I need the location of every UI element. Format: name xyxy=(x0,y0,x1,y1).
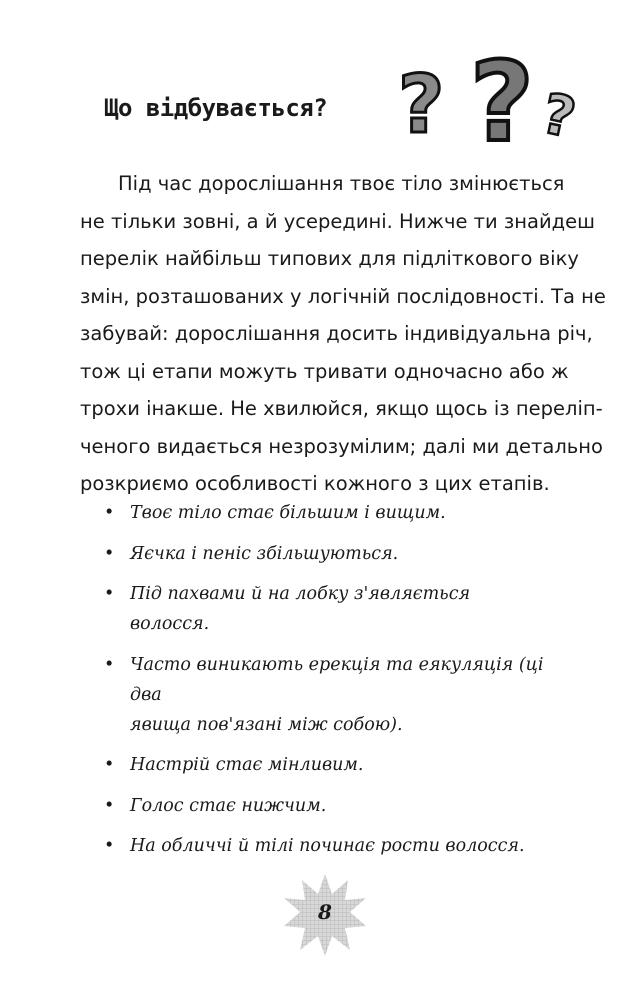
list-item-text: Яєчка і пеніс збільшуються. xyxy=(130,543,399,564)
bullet-icon: • xyxy=(104,503,115,523)
list-item-text: На обличчі й тілі починає рости волосся. xyxy=(130,836,525,856)
intro-paragraph xyxy=(80,165,606,503)
list-item-text: Часто виникають ерекція та еякуляція (ці два xyxy=(130,654,544,705)
bullet-icon: • xyxy=(104,543,115,564)
changes-list xyxy=(104,498,544,872)
question-mark-icon: ? xyxy=(536,81,582,151)
list-item xyxy=(104,831,544,861)
paragraph-line: змін, розташованих у логічній послідовності. Та не xyxy=(80,284,606,308)
paragraph-line: розкриємо особливості кожного з цих етапів. xyxy=(80,472,550,495)
bullet-icon: • xyxy=(104,584,115,604)
paragraph-line: ченого видається незрозумілим; далі ми детально xyxy=(80,434,603,458)
list-item xyxy=(104,579,544,639)
paragraph-line: не тільки зовні, а й усередині. Нижче ти знайдеш xyxy=(80,209,595,233)
paragraph-line: перелік найбільш типових для підліткового віку xyxy=(80,247,579,270)
page-number: 8 xyxy=(318,900,332,924)
list-item-text: Голос стає нижчим. xyxy=(130,795,327,816)
list-item-text: явища пов'язані між собою). xyxy=(130,714,403,735)
bullet-icon: • xyxy=(104,836,115,856)
list-item xyxy=(104,750,544,780)
bullet-icon: • xyxy=(104,755,115,775)
list-item-text: Твоє тіло стає більшим і вищим. xyxy=(130,503,446,523)
bullet-icon: • xyxy=(104,795,115,816)
list-item xyxy=(104,498,544,528)
list-item xyxy=(104,791,544,821)
paragraph-line: тож ці етапи можуть тривати одночасно або ж xyxy=(80,359,569,383)
paragraph-line: Під час дорослішання твоє тіло змінюється xyxy=(118,172,565,195)
bullet-icon: • xyxy=(104,654,115,675)
section-title: Що відбувається? xyxy=(104,94,328,122)
list-item-text: Під пахвами й на лобку з'являється волосся. xyxy=(130,584,471,634)
question-mark-icon: ? xyxy=(398,58,445,151)
list-item-text: Настрій стає мінливим. xyxy=(130,755,364,775)
list-item xyxy=(104,539,544,569)
paragraph-line: забувай: дорослішання досить індивідуальна річ, xyxy=(80,322,593,345)
question-mark-icon: ? xyxy=(470,40,534,160)
page-number-badge xyxy=(282,872,368,958)
list-item xyxy=(104,650,544,740)
question-marks-illustration xyxy=(390,40,610,160)
paragraph-line: трохи інакше. Не хвилюйся, якщо щось із переліп- xyxy=(80,397,603,420)
